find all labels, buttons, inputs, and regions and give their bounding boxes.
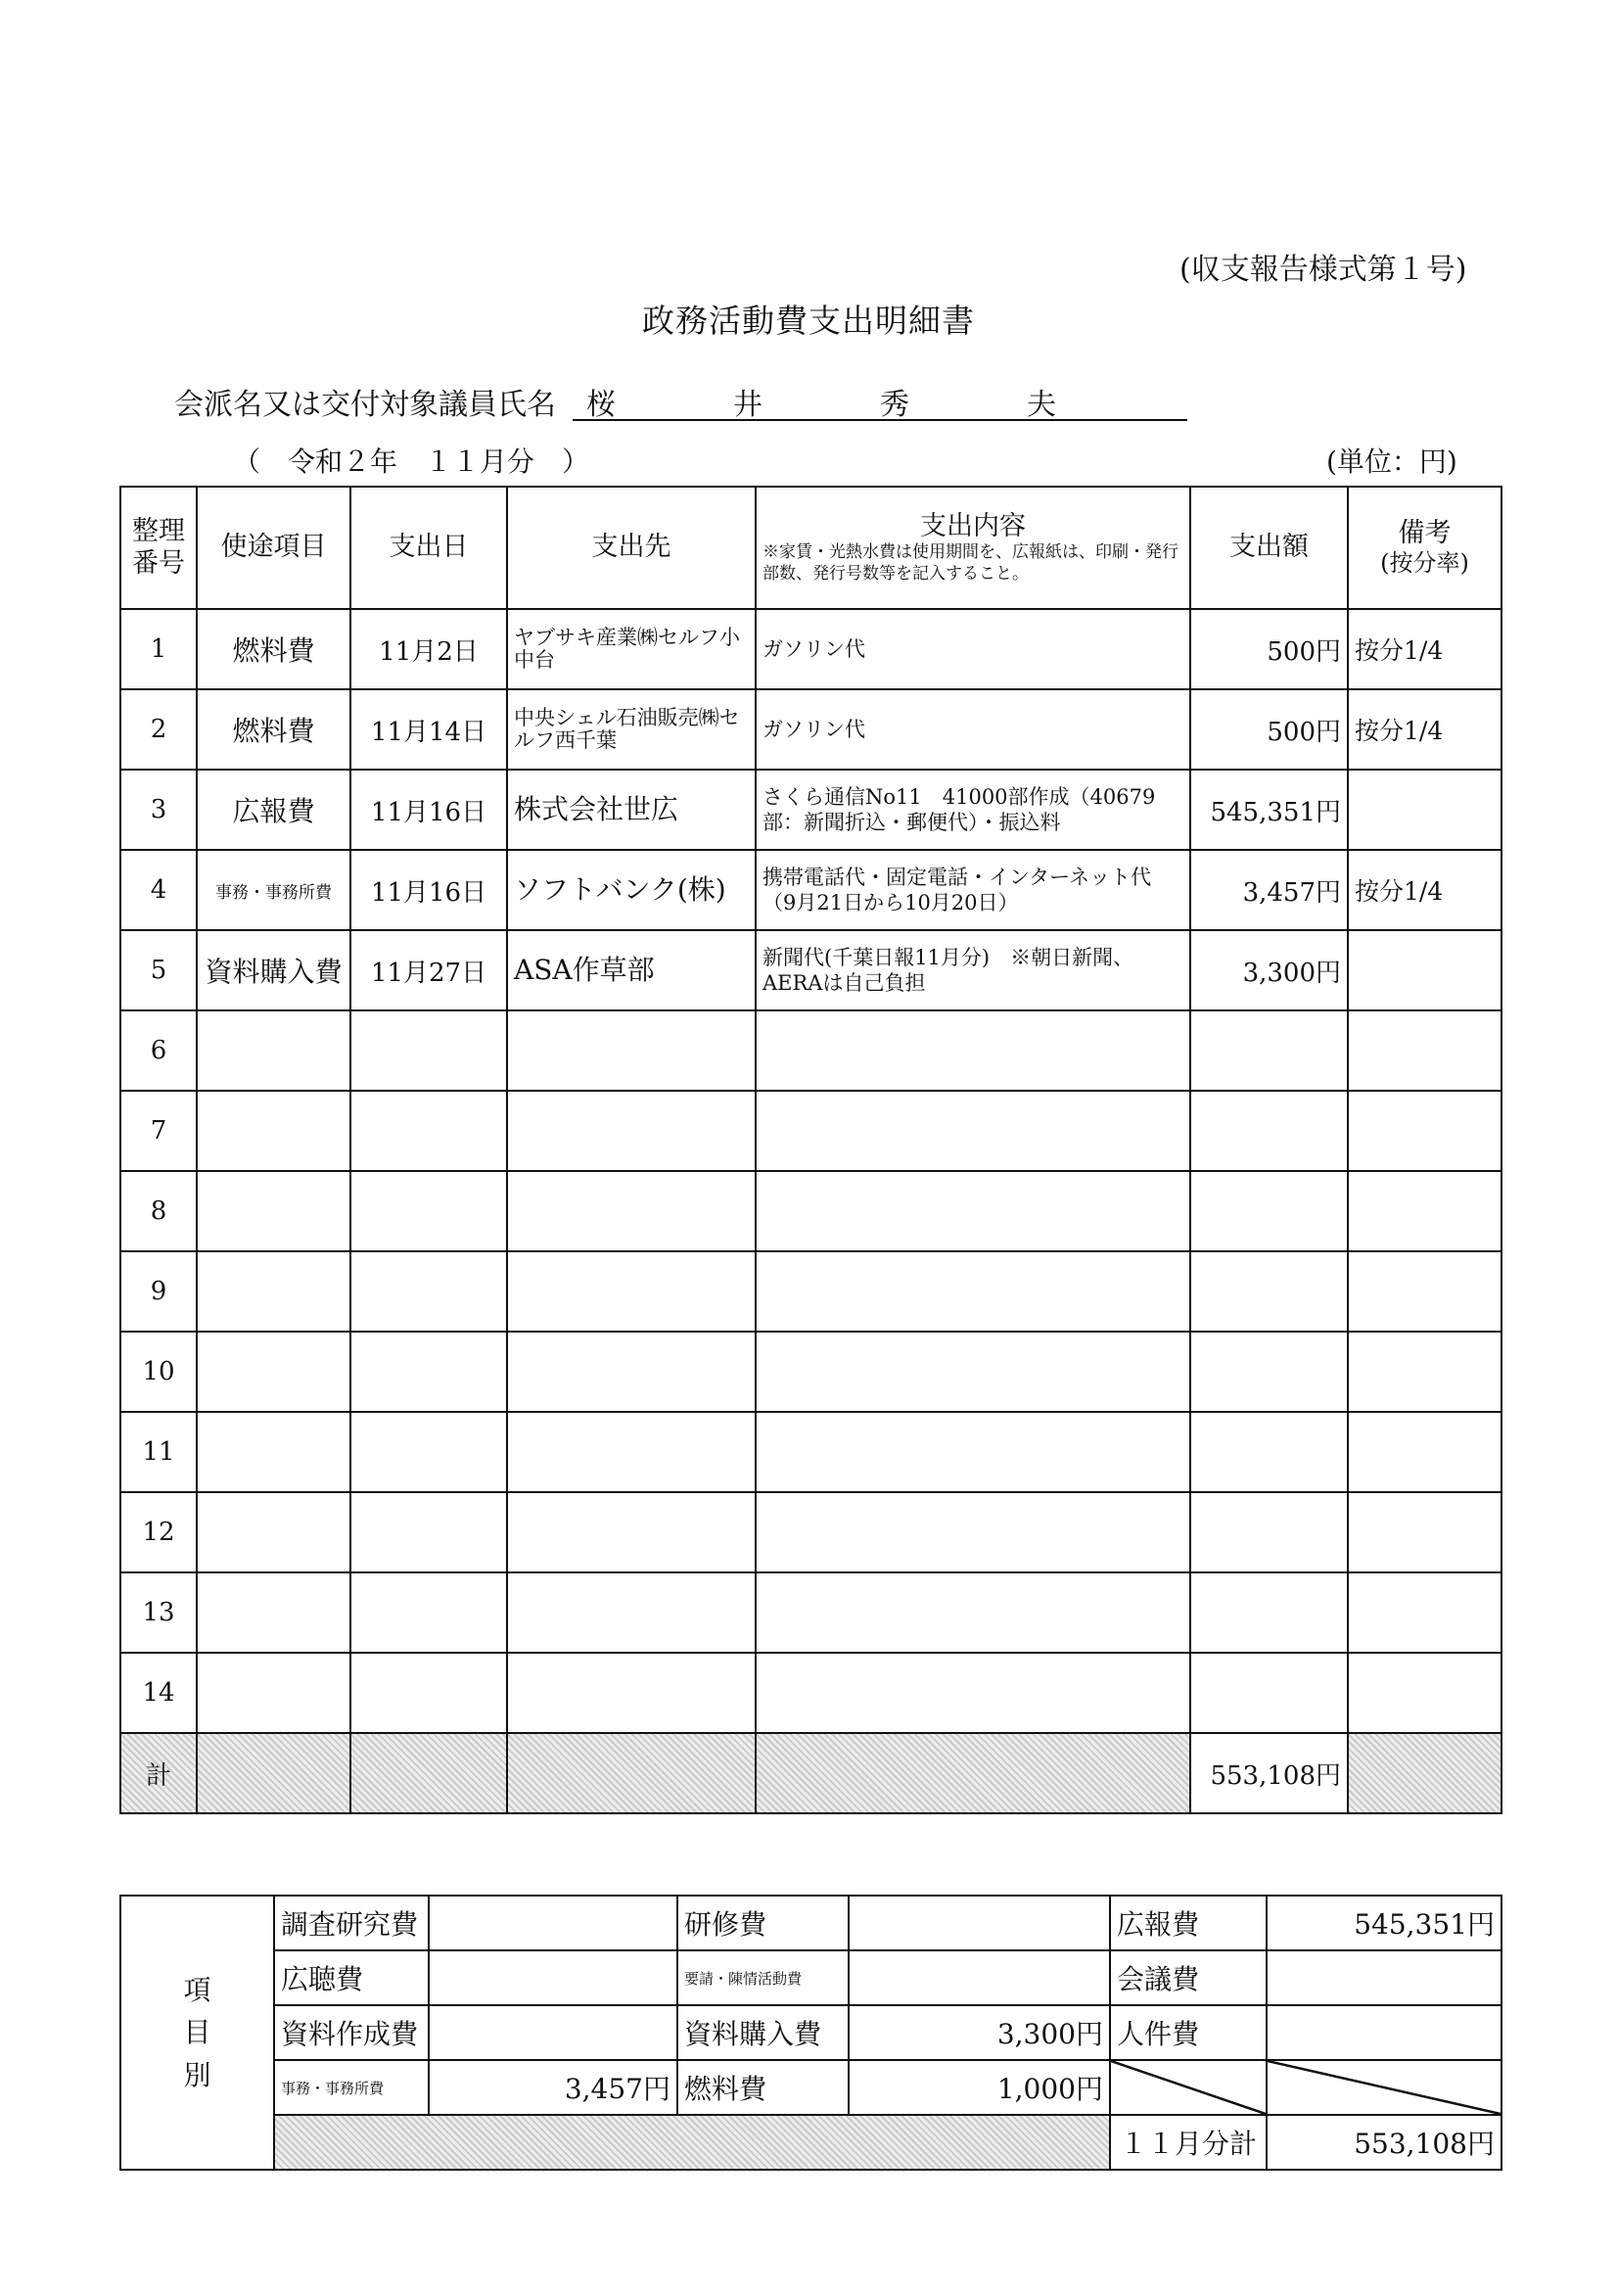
row-note xyxy=(1348,1412,1502,1492)
row-note: 按分1/4 xyxy=(1348,689,1502,770)
breakdown-row xyxy=(120,1896,1502,1950)
row-category xyxy=(197,1171,350,1251)
row-description xyxy=(756,1010,1190,1091)
fuel-label: 燃料費 xyxy=(677,2060,849,2115)
docpurchase-label: 資料購入費 xyxy=(677,2005,849,2060)
row-note: 按分1/4 xyxy=(1348,850,1502,930)
row-no: 11 xyxy=(120,1412,197,1492)
row-date: 11月16日 xyxy=(350,770,507,850)
row-amount: 3,300円 xyxy=(1190,930,1348,1010)
breakdown-row xyxy=(120,1950,1502,2005)
table-row xyxy=(120,1332,1502,1412)
total-shade-cell xyxy=(756,1733,1190,1813)
row-note xyxy=(1348,1010,1502,1091)
row-date xyxy=(350,1171,507,1251)
row-amount xyxy=(1190,1492,1348,1572)
header-note-sub: (按分率) xyxy=(1380,549,1469,578)
month-total-label: １１月分計 xyxy=(1110,2115,1267,2170)
crossed-out-cell xyxy=(1267,2060,1502,2115)
header-description-title: 支出内容 xyxy=(920,511,1026,542)
row-amount xyxy=(1190,1572,1348,1653)
row-amount: 3,457円 xyxy=(1190,850,1348,930)
table-row xyxy=(120,930,1502,1010)
header-note xyxy=(1348,487,1502,609)
row-payee: ヤブサキ産業㈱セルフ小中台 xyxy=(507,609,756,689)
breakdown-shade-cell xyxy=(274,2115,1110,2170)
header-no: 整理番号 xyxy=(120,487,197,609)
row-no: 2 xyxy=(120,689,197,770)
row-date: 11月27日 xyxy=(350,930,507,1010)
row-date xyxy=(350,1251,507,1332)
reporting-period: （ 令和２年 １１月分 ） xyxy=(233,445,590,478)
row-note xyxy=(1348,1492,1502,1572)
table-row xyxy=(120,1251,1502,1332)
row-payee: 中央シェル石油販売㈱セルフ西千葉 xyxy=(507,689,756,770)
row-note xyxy=(1348,1251,1502,1332)
row-description: 新聞代(千葉日報11月分) ※朝日新聞、AERAは自己負担 xyxy=(756,930,1190,1010)
row-payee xyxy=(507,1251,756,1332)
row-date: 11月2日 xyxy=(350,609,507,689)
pr-value: 545,351円 xyxy=(1267,1896,1502,1950)
row-payee xyxy=(507,1010,756,1091)
row-description xyxy=(756,1251,1190,1332)
total-shade-cell xyxy=(507,1733,756,1813)
table-row xyxy=(120,850,1502,930)
row-payee xyxy=(507,1572,756,1653)
meeting-label: 会議費 xyxy=(1110,1950,1267,2005)
row-amount xyxy=(1190,1171,1348,1251)
office-value: 3,457円 xyxy=(429,2060,677,2115)
training-value xyxy=(849,1896,1110,1950)
row-no: 4 xyxy=(120,850,197,930)
row-note xyxy=(1348,1171,1502,1251)
row-category xyxy=(197,1653,350,1733)
row-amount xyxy=(1190,1010,1348,1091)
row-date xyxy=(350,1332,507,1412)
table-row xyxy=(120,770,1502,850)
row-no: 6 xyxy=(120,1010,197,1091)
meeting-value xyxy=(1267,1950,1502,2005)
document-title: 政務活動費支出明細書 xyxy=(642,302,975,340)
row-description xyxy=(756,1171,1190,1251)
row-no: 9 xyxy=(120,1251,197,1332)
row-amount xyxy=(1190,1332,1348,1412)
row-payee xyxy=(507,1412,756,1492)
row-category: 事務・事務所費 xyxy=(197,850,350,930)
row-category xyxy=(197,1010,350,1091)
personnel-value xyxy=(1267,2005,1502,2060)
table-row xyxy=(120,1653,1502,1733)
row-category: 燃料費 xyxy=(197,609,350,689)
breakdown-row xyxy=(120,2060,1502,2115)
row-no: 8 xyxy=(120,1171,197,1251)
table-row xyxy=(120,1412,1502,1492)
row-description xyxy=(756,1412,1190,1492)
total-shade-cell xyxy=(1348,1733,1502,1813)
applicant-label: 会派名又は交付対象議員氏名 xyxy=(174,388,556,422)
row-description xyxy=(756,1091,1190,1171)
row-no: 10 xyxy=(120,1332,197,1412)
table-row xyxy=(120,689,1502,770)
row-payee xyxy=(507,1653,756,1733)
row-payee xyxy=(507,1492,756,1572)
header-payee: 支出先 xyxy=(507,487,756,609)
row-note: 按分1/4 xyxy=(1348,609,1502,689)
row-date: 11月16日 xyxy=(350,850,507,930)
petition-value xyxy=(849,1950,1110,2005)
table-row xyxy=(120,1010,1502,1091)
docmaking-label: 資料作成費 xyxy=(274,2005,429,2060)
row-note xyxy=(1348,1572,1502,1653)
total-shade-cell xyxy=(350,1733,507,1813)
header-date: 支出日 xyxy=(350,487,507,609)
row-description: さくら通信No11 41000部作成（40679部：新聞折込・郵便代）・振込料 xyxy=(756,770,1190,850)
row-description xyxy=(756,1653,1190,1733)
month-total-value: 553,108円 xyxy=(1267,2115,1502,2170)
row-date xyxy=(350,1492,507,1572)
row-note xyxy=(1348,1091,1502,1171)
fuel-value: 1,000円 xyxy=(849,2060,1110,2115)
row-no: 12 xyxy=(120,1492,197,1572)
row-no: 1 xyxy=(120,609,197,689)
expense-table xyxy=(119,486,1502,1814)
row-date: 11月14日 xyxy=(350,689,507,770)
breakdown-total-row xyxy=(120,2115,1502,2170)
row-category xyxy=(197,1332,350,1412)
category-breakdown-table xyxy=(119,1895,1502,2171)
personnel-label: 人件費 xyxy=(1110,2005,1267,2060)
table-row xyxy=(120,1492,1502,1572)
row-category xyxy=(197,1091,350,1171)
table-header-row xyxy=(120,487,1502,609)
row-amount xyxy=(1190,1412,1348,1492)
breakdown-title: 項 目 別 xyxy=(120,1896,274,2170)
row-note xyxy=(1348,1653,1502,1733)
row-no: 7 xyxy=(120,1091,197,1171)
row-payee xyxy=(507,1332,756,1412)
row-description xyxy=(756,1492,1190,1572)
row-no: 14 xyxy=(120,1653,197,1733)
research-label: 調査研究費 xyxy=(274,1896,429,1950)
training-label: 研修費 xyxy=(677,1896,849,1950)
row-no: 3 xyxy=(120,770,197,850)
row-note xyxy=(1348,930,1502,1010)
row-category xyxy=(197,1492,350,1572)
docpurchase-value: 3,300円 xyxy=(849,2005,1110,2060)
row-category: 燃料費 xyxy=(197,689,350,770)
row-description xyxy=(756,1572,1190,1653)
row-payee xyxy=(507,1091,756,1171)
hearing-label: 広聴費 xyxy=(274,1950,429,2005)
applicant-name-underline xyxy=(573,419,1187,421)
row-note xyxy=(1348,1332,1502,1412)
row-note xyxy=(1348,770,1502,850)
row-payee: 株式会社世広 xyxy=(507,770,756,850)
total-row xyxy=(120,1733,1502,1813)
row-category xyxy=(197,1572,350,1653)
row-description xyxy=(756,1332,1190,1412)
header-amount: 支出額 xyxy=(1190,487,1348,609)
row-category xyxy=(197,1412,350,1492)
row-amount xyxy=(1190,1653,1348,1733)
breakdown-row xyxy=(120,2005,1502,2060)
crossed-out-cell xyxy=(1110,2060,1267,2115)
row-date xyxy=(350,1091,507,1171)
row-payee xyxy=(507,1171,756,1251)
unit-label: (単位：円) xyxy=(1326,445,1457,478)
row-no: 13 xyxy=(120,1572,197,1653)
row-category: 資料購入費 xyxy=(197,930,350,1010)
row-description: ガソリン代 xyxy=(756,609,1190,689)
total-shade-cell xyxy=(197,1733,350,1813)
row-amount: 500円 xyxy=(1190,609,1348,689)
pr-label: 広報費 xyxy=(1110,1896,1267,1950)
header-description-note: ※家賃・光熱水費は使用期間を、広報紙は、印刷・発行部数、発行号数等を記入すること。 xyxy=(762,542,1178,584)
office-label: 事務・事務所費 xyxy=(274,2060,429,2115)
row-payee: ASA作草部 xyxy=(507,930,756,1010)
row-date xyxy=(350,1010,507,1091)
total-amount: 553,108円 xyxy=(1190,1733,1348,1813)
table-row xyxy=(120,1091,1502,1171)
docmaking-value xyxy=(429,2005,677,2060)
row-amount xyxy=(1190,1091,1348,1171)
header-category: 使途項目 xyxy=(197,487,350,609)
row-description: 携帯電話代・固定電話・インターネット代（9月21日から10月20日） xyxy=(756,850,1190,930)
row-description: ガソリン代 xyxy=(756,689,1190,770)
header-note-title: 備考 xyxy=(1398,517,1452,548)
row-date xyxy=(350,1412,507,1492)
table-row xyxy=(120,1171,1502,1251)
petition-label: 要請・陳情活動費 xyxy=(677,1950,849,2005)
form-id: (収支報告様式第１号) xyxy=(1179,253,1467,287)
table-row xyxy=(120,609,1502,689)
row-date xyxy=(350,1572,507,1653)
row-date xyxy=(350,1653,507,1733)
header-description xyxy=(756,487,1190,609)
row-no: 5 xyxy=(120,930,197,1010)
table-row xyxy=(120,1572,1502,1653)
row-amount xyxy=(1190,1251,1348,1332)
row-category xyxy=(197,1251,350,1332)
applicant-name: 桜井秀夫 xyxy=(586,388,1174,422)
row-payee: ソフトバンク(株) xyxy=(507,850,756,930)
row-amount: 500円 xyxy=(1190,689,1348,770)
research-value xyxy=(429,1896,677,1950)
hearing-value xyxy=(429,1950,677,2005)
row-category: 広報費 xyxy=(197,770,350,850)
row-amount: 545,351円 xyxy=(1190,770,1348,850)
total-label: 計 xyxy=(120,1733,197,1813)
